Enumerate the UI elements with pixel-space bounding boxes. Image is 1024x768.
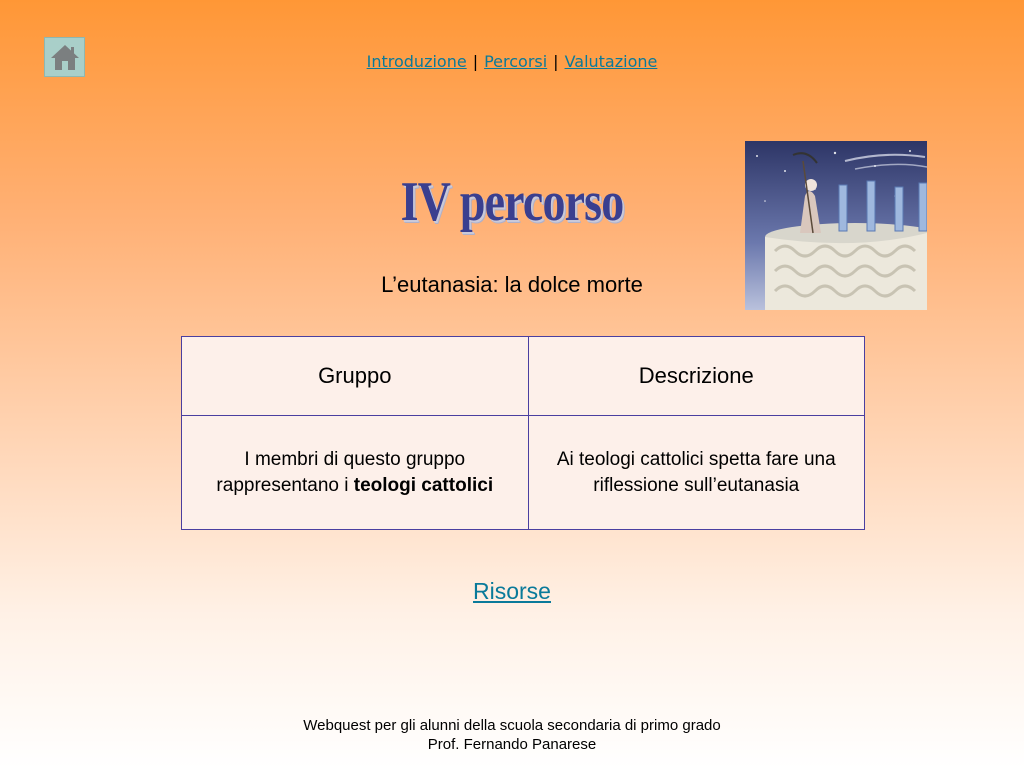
cake-grim-reaper-illustration xyxy=(745,141,927,310)
page-title: IV percorso xyxy=(400,171,624,233)
cell-descrizione: Ai teologi cattolici spetta fare una riflessione sull’eutanasia xyxy=(528,416,864,530)
page-subtitle: L’eutanasia: la dolce morte xyxy=(381,272,643,297)
footer xyxy=(0,716,1024,754)
gruppo-text: I membri di questo gruppo rappresentano i xyxy=(216,448,466,496)
top-nav xyxy=(0,52,1024,71)
table-header-row xyxy=(182,337,865,416)
risorse-link[interactable]: Risorse xyxy=(473,578,551,604)
cell-gruppo xyxy=(182,416,529,530)
gruppo-bold-text: teologi cattolici xyxy=(353,474,494,496)
risorse-container xyxy=(0,578,1024,605)
nav-separator: | xyxy=(472,52,479,71)
nav-separator: | xyxy=(553,52,559,71)
nav-link-introduzione[interactable]: Introduzione xyxy=(366,52,467,71)
nav-link-percorsi[interactable]: Percorsi xyxy=(484,52,548,71)
group-table xyxy=(181,336,865,530)
header-gruppo: Gruppo xyxy=(182,337,529,416)
footer-line-1: Webquest per gli alunni della scuola secondaria di primo grado xyxy=(303,717,721,734)
nav-link-valutazione[interactable]: Valutazione xyxy=(564,52,658,71)
header-descrizione: Descrizione xyxy=(528,337,864,416)
table-row xyxy=(182,416,865,530)
footer-line-2: Prof. Fernando Panarese xyxy=(427,736,597,753)
